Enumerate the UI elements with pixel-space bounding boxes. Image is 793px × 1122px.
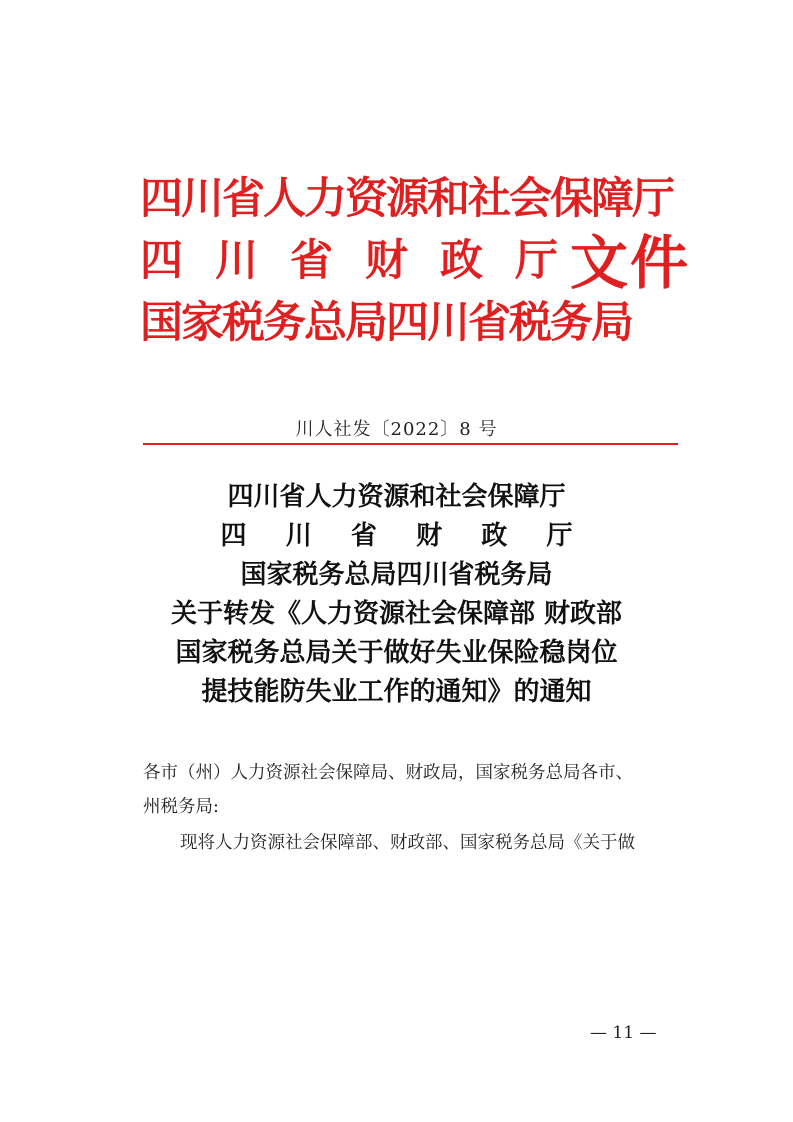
title-line: 国家税务总局关于做好失业保险稳岗位	[175, 638, 618, 668]
issuer-char: 厅	[515, 236, 558, 286]
page-number: — 11 —	[590, 1023, 657, 1043]
issuer-char: 财	[365, 236, 408, 286]
addressee-line: 州税务局:	[143, 797, 219, 817]
issuer-char: 政	[440, 236, 483, 286]
document-number: 川人社发〔2022〕8 号	[295, 419, 498, 440]
document-body	[143, 756, 683, 860]
title-line: 提技能防失业工作的通知》的通知	[201, 677, 592, 707]
title-line: 四川省人力资源和社会保障厅	[227, 482, 566, 512]
title-line-spread	[221, 517, 573, 556]
issuer-char: 川	[215, 236, 258, 286]
document-title	[110, 478, 683, 712]
issuer-finance-department	[140, 230, 558, 292]
issuer-char: 四	[140, 236, 183, 286]
title-line: 关于转发《人力资源社会保障部 财政部	[170, 599, 623, 629]
document-label: 文件	[570, 229, 691, 297]
title-char: 省	[350, 521, 377, 551]
red-divider	[143, 443, 678, 445]
issuer-char: 省	[290, 236, 333, 286]
title-char: 财	[416, 521, 443, 551]
title-line: 国家税务总局四川省税务局	[240, 560, 553, 590]
addressee-line: 各市（州）人力资源社会保障局、财政局，国家税务总局各市、	[143, 763, 633, 783]
title-char: 川	[285, 521, 312, 551]
issuer-hrss-department: 四川省人力资源和社会保障厅	[140, 174, 673, 224]
title-char: 四	[220, 521, 247, 551]
title-char: 厅	[546, 521, 573, 551]
title-char: 政	[481, 521, 508, 551]
issuer-tax-bureau: 国家税务总局四川省税务局	[140, 298, 632, 348]
red-masthead	[140, 168, 700, 368]
paragraph-line: 现将人力资源社会保障部、财政部、国家税务总局《关于做	[180, 833, 635, 853]
